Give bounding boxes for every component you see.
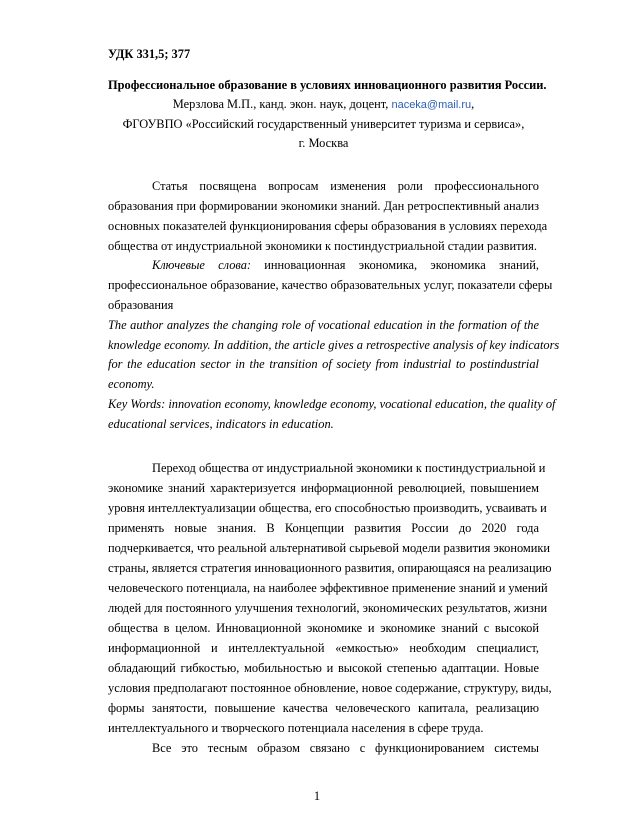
author-email-suffix: ,	[471, 97, 475, 111]
body-line: общества в целом. Инновационной экономике и экономике знаний с высокой	[108, 621, 539, 635]
city: г. Москва	[298, 136, 349, 150]
body-line: экономике знаний характеризуется информационной революцией, повышением	[108, 481, 539, 495]
keywords-ru-text: инновационная экономика, экономика знаний,	[264, 258, 539, 272]
body-line: условия предполагают постоянное обновление, новое содержание, структуру, виды,	[108, 681, 552, 695]
body-line: обладающий гибкостью, мобильностью и высокой степенью адаптации. Новые	[108, 661, 539, 675]
body-line: применять новые знания. В Концепции развития России до 2020 года	[108, 521, 539, 535]
body-line: Все это тесным образом связано с функционированием системы	[152, 741, 539, 755]
keywords-en-line: educational services, indicators in education.	[108, 417, 334, 431]
keywords-ru-line2: профессиональное образование, качество образовательных услуг, показатели сферы	[108, 278, 553, 292]
abstract-en-line: knowledge economy. In addition, the article gives a retrospective analysis of key indicators	[108, 338, 560, 352]
body-line: людей для постоянного улучшения технологий, экономических результатов, жизни	[108, 601, 548, 615]
udk-code: УДК 331,5; 377	[108, 47, 191, 61]
author-line	[108, 97, 539, 113]
keywords-ru-label: Ключевые слова:	[152, 258, 252, 272]
body-line: формы занятости, повышение качества человеческого капитала, реализацию	[108, 701, 539, 715]
body-line: подчеркивается, что реальной альтернативой сырьевой модели развития экономики	[108, 541, 551, 555]
body-line: страны, является стратегия инновационного развития, опирающаяся на реализацию	[108, 561, 552, 575]
article-title: Профессиональное образование в условиях инновационного развития России.	[108, 78, 547, 92]
abstract-en-line: economy.	[108, 377, 155, 391]
page-number: 1	[313, 789, 321, 803]
body-line: уровня интеллектуализации общества, его способностью производить, усваивать и	[108, 501, 547, 515]
body-line: интеллектуального и творческого потенциала населения в сфере труда.	[108, 721, 484, 735]
keywords-ru-line3: образования	[108, 298, 174, 312]
abstract-ru-line: образования при формировании экономики знаний. Дан ретроспективный анализ	[108, 199, 539, 213]
body-line: информационной и интеллектуальной «емкостью» необходим специалист,	[108, 641, 539, 655]
author-text: Мерзлова М.П., канд. экон. наук, доцент,	[172, 97, 389, 111]
keywords-en-line: Key Words: innovation economy, knowledge economy, vocational education, the quality of	[108, 397, 556, 411]
abstract-en-line: for the education sector in the transition of society from industrial to postindustrial	[108, 357, 539, 371]
abstract-ru-line: общества от индустриальной экономики к постиндустриальной стадии развития.	[108, 239, 537, 253]
organization: ФГОУВПО «Российский государственный университет туризма и сервиса»,	[122, 117, 525, 131]
abstract-ru-line: Статья посвящена вопросам изменения роли профессионального	[152, 179, 539, 193]
abstract-ru-line: основных показателей функционирования сферы образования в условиях перехода	[108, 219, 548, 233]
keywords-ru-line1	[152, 258, 539, 273]
body-line: человеческого потенциала, на наиболее эффективное применение знаний и умений	[108, 581, 548, 595]
body-line: Переход общества от индустриальной экономики к постиндустриальной и	[152, 461, 546, 475]
abstract-en-line: The author analyzes the changing role of vocational education in the formation of the	[108, 318, 539, 332]
author-email-link[interactable]: naceka@mail.ru	[391, 99, 472, 111]
